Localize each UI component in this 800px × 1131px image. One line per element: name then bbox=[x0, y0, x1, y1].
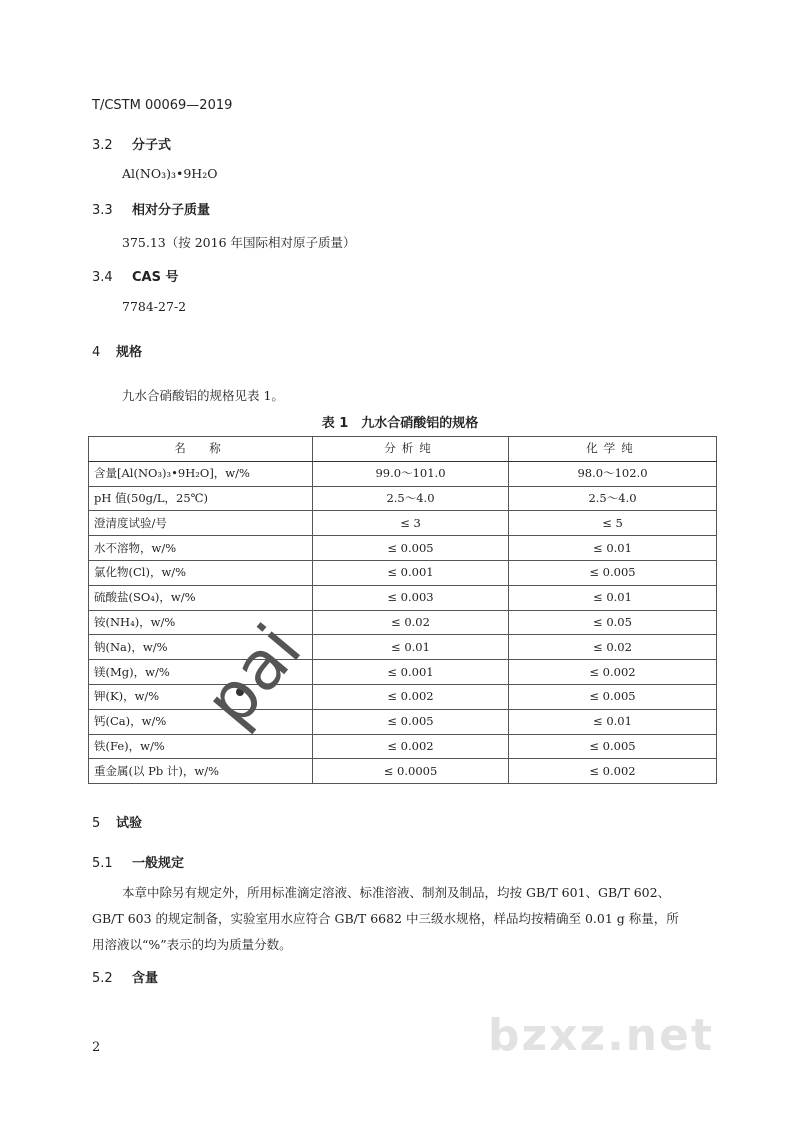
analytical-grade-value: ≤ 0.002 bbox=[313, 734, 509, 759]
section-title: 规格 bbox=[116, 345, 143, 360]
standard-number: T/CSTM 00069—2019 bbox=[92, 98, 233, 113]
section-5-heading bbox=[92, 812, 142, 831]
item-name: 澄清度试验/号 bbox=[89, 511, 313, 536]
table-row bbox=[89, 461, 717, 486]
section-4-heading bbox=[92, 341, 142, 360]
table-row bbox=[89, 511, 717, 536]
section-3-2-heading bbox=[92, 134, 171, 153]
chemical-grade-value: ≤ 0.002 bbox=[509, 759, 717, 784]
table-row bbox=[89, 536, 717, 561]
site-watermark: bzxz.net bbox=[488, 1010, 715, 1061]
chemical-grade-value: ≤ 0.02 bbox=[509, 635, 717, 660]
table-row bbox=[89, 486, 717, 511]
paragraph-line: GB/T 603 的规定制备，实验室用水应符合 GB/T 6682 中三级水规格，样品均按精确至 0.01 g 称量，所 bbox=[92, 911, 679, 926]
table-row bbox=[89, 610, 717, 635]
cas-number: 7784-27-2 bbox=[122, 299, 187, 314]
item-name: 重金属(以 Pb 计)，w/% bbox=[89, 759, 313, 784]
section-number: 3.4 bbox=[92, 270, 113, 285]
section-number: 5.1 bbox=[92, 856, 113, 871]
chemical-grade-value: ≤ 0.005 bbox=[509, 684, 717, 709]
chemical-grade-value: ≤ 5 bbox=[509, 511, 717, 536]
chemical-grade-value: ≤ 0.005 bbox=[509, 560, 717, 585]
item-name: 铁(Fe)，w/% bbox=[89, 734, 313, 759]
table-row bbox=[89, 660, 717, 685]
table-row bbox=[89, 560, 717, 585]
chemical-grade-value: ≤ 0.01 bbox=[509, 585, 717, 610]
analytical-grade-value: 2.5～4.0 bbox=[313, 486, 509, 511]
item-name: 钾(K)，w/% bbox=[89, 684, 313, 709]
chemical-grade-value: ≤ 0.05 bbox=[509, 610, 717, 635]
header-analytical: 分析纯 bbox=[313, 437, 509, 462]
table-caption: 表 1 九水合硝酸铝的规格 bbox=[321, 416, 479, 431]
table-row bbox=[89, 759, 717, 784]
section-3-4-heading bbox=[92, 266, 179, 285]
section-number: 4 bbox=[92, 345, 101, 360]
analytical-grade-value: ≤ 0.002 bbox=[313, 684, 509, 709]
item-name: 镁(Mg)，w/% bbox=[89, 660, 313, 685]
section-number: 3.3 bbox=[92, 203, 113, 218]
item-name: pH 值(50g/L，25℃) bbox=[89, 486, 313, 511]
spec-intro: 九水合硝酸铝的规格见表 1。 bbox=[122, 388, 284, 403]
section-5-2-heading bbox=[92, 967, 158, 986]
molecular-mass: 375.13（按 2016 年国际相对原子质量） bbox=[122, 235, 356, 250]
section-number: 5 bbox=[92, 816, 101, 831]
chemical-grade-value: ≤ 0.005 bbox=[509, 734, 717, 759]
section-title: 分子式 bbox=[132, 138, 172, 153]
analytical-grade-value: ≤ 3 bbox=[313, 511, 509, 536]
analytical-grade-value: ≤ 0.005 bbox=[313, 536, 509, 561]
table-row bbox=[89, 585, 717, 610]
chemical-grade-value: ≤ 0.01 bbox=[509, 709, 717, 734]
section-title: CAS 号 bbox=[132, 270, 179, 285]
section-title: 相对分子质量 bbox=[132, 203, 211, 218]
section-3-3-heading bbox=[92, 199, 210, 218]
analytical-grade-value: ≤ 0.003 bbox=[313, 585, 509, 610]
table-row bbox=[89, 684, 717, 709]
item-name: 钠(Na)，w/% bbox=[89, 635, 313, 660]
general-provisions-text bbox=[92, 880, 679, 958]
analytical-grade-value: ≤ 0.001 bbox=[313, 660, 509, 685]
table-row bbox=[89, 635, 717, 660]
page-number: 2 bbox=[92, 1040, 101, 1055]
chemical-grade-value: ≤ 0.01 bbox=[509, 536, 717, 561]
analytical-grade-value: ≤ 0.02 bbox=[313, 610, 509, 635]
item-name: 含量[Al(NO₃)₃•9H₂O]，w/% bbox=[89, 461, 313, 486]
molecular-formula: Al(NO₃)₃•9H₂O bbox=[122, 166, 218, 181]
paragraph-line: 用溶液以“%”表示的均为质量分数。 bbox=[92, 937, 292, 952]
section-number: 5.2 bbox=[92, 971, 113, 986]
table-row bbox=[89, 709, 717, 734]
analytical-grade-value: ≤ 0.01 bbox=[313, 635, 509, 660]
spec-table bbox=[88, 436, 717, 784]
analytical-grade-value: ≤ 0.001 bbox=[313, 560, 509, 585]
item-name: 铵(NH₄)，w/% bbox=[89, 610, 313, 635]
table-row bbox=[89, 734, 717, 759]
chemical-grade-value: 98.0～102.0 bbox=[509, 461, 717, 486]
section-title: 试验 bbox=[116, 816, 143, 831]
table-header-row bbox=[89, 437, 717, 462]
item-name: 钙(Ca)，w/% bbox=[89, 709, 313, 734]
item-name: 水不溶物，w/% bbox=[89, 536, 313, 561]
item-name: 氯化物(Cl)，w/% bbox=[89, 560, 313, 585]
section-number: 3.2 bbox=[92, 138, 113, 153]
analytical-grade-value: ≤ 0.0005 bbox=[313, 759, 509, 784]
section-5-1-heading bbox=[92, 852, 184, 871]
analytical-grade-value: ≤ 0.005 bbox=[313, 709, 509, 734]
section-title: 一般规定 bbox=[132, 856, 185, 871]
chemical-grade-value: ≤ 0.002 bbox=[509, 660, 717, 685]
header-chemical: 化学纯 bbox=[509, 437, 717, 462]
item-name: 硫酸盐(SO₄)，w/% bbox=[89, 585, 313, 610]
section-title: 含量 bbox=[132, 971, 159, 986]
watermark: pai bbox=[190, 610, 318, 741]
chemical-grade-value: 2.5～4.0 bbox=[509, 486, 717, 511]
header-name: 名 称 bbox=[89, 437, 313, 462]
analytical-grade-value: 99.0～101.0 bbox=[313, 461, 509, 486]
paragraph-line: 本章中除另有规定外，所用标准滴定溶液、标准溶液、制剂及制品，均按 GB/T 601、GB/T 602、 bbox=[122, 885, 671, 900]
